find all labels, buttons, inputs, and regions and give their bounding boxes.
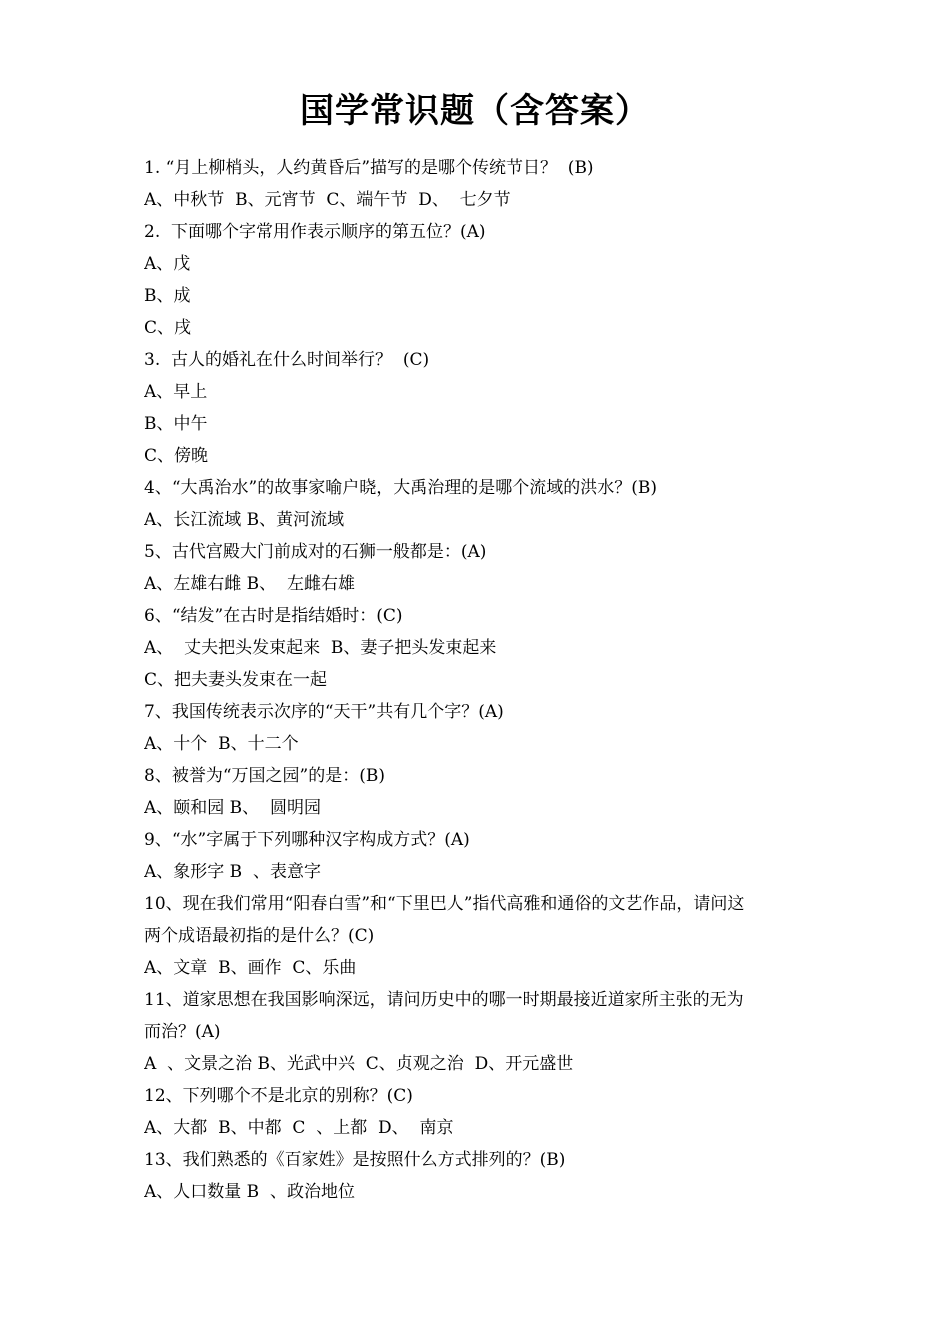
text-line: B、成 [144,286,191,306]
text-line: 13、我们熟悉的《百家姓》是按照什么方式排列的？(B) [144,1150,566,1170]
document-body [144,152,819,1208]
text-line: 1. “月上柳梢头，人约黄昏后”描写的是哪个传统节日？ (B) [144,158,594,178]
text-line: A、大都 B、中都 C 、上都 D、 南京 [144,1118,454,1138]
text-line: A、文章 B、画作 C、乐曲 [144,958,357,978]
text-line: A、中秋节 B、元宵节 C、端午节 D、 七夕节 [144,190,511,210]
text-line: 12、下列哪个不是北京的别称？(C) [144,1086,413,1106]
text-line: A、左雄右雌 B、 左雌右雄 [144,574,355,594]
text-line: A、戊 [144,254,191,274]
text-line: 3. 古人的婚礼在什么时间举行？ (C) [144,350,430,370]
text-line: A、颐和园 B、 圆明园 [144,798,321,818]
text-line: C、戌 [144,318,192,338]
text-line: A、人口数量 B 、政治地位 [144,1182,355,1202]
text-line: C、傍晚 [144,446,209,466]
text-line: 而治？(A) [144,1022,221,1042]
text-line: B、中午 [144,414,208,434]
text-line: 5、古代宫殿大门前成对的石狮一般都是：(A) [144,542,487,562]
text-line: 6、“结发”在古时是指结婚时：(C) [144,606,403,626]
document-title: 国学常识题（含答案） [300,91,650,131]
text-line: 4、“大禹治水”的故事家喻户晓，大禹治理的是哪个流域的洪水？(B) [144,478,657,498]
text-line: A、早上 [144,382,208,402]
text-line: 7、我国传统表示次序的“天干”共有几个字？(A) [144,702,504,722]
text-line: A、象形字 B 、表意字 [144,862,321,882]
text-line: C、把夫妻头发束在一起 [144,670,328,690]
text-line: 2. 下面哪个字常用作表示顺序的第五位？(A) [144,222,486,242]
text-line: A、十个 B、十二个 [144,734,299,754]
text-line: 10、现在我们常用“阳春白雪”和“下里巴人”指代高雅和通俗的文艺作品，请问这 [144,894,745,914]
text-line: A、 丈夫把头发束起来 B、妻子把头发束起来 [144,638,497,658]
text-line: 8、被誉为“万国之园”的是：(B) [144,766,385,786]
text-line: 9、“水”字属于下列哪种汉字构成方式？(A) [144,830,470,850]
text-line: A、长江流域 B、黄河流域 [144,510,345,530]
text-line: A 、文景之治 B、光武中兴 C、贞观之治 D、开元盛世 [144,1054,574,1074]
text-line: 11、道家思想在我国影响深远，请问历史中的哪一时期最接近道家所主张的无为 [144,990,744,1010]
text-line: 两个成语最初指的是什么？(C) [144,926,375,946]
